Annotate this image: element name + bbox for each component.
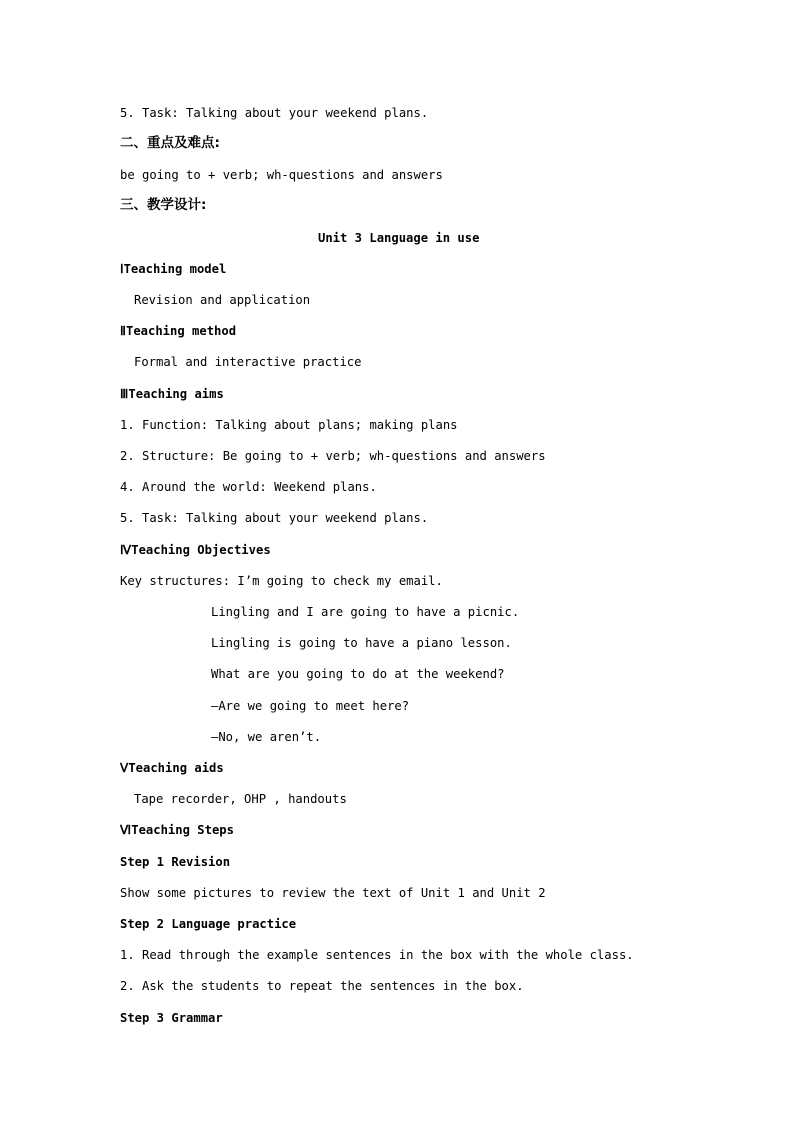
teaching-objectives-heading: ⅣTeaching Objectives [120,543,271,557]
teaching-method-text: Formal and interactive practice [134,355,362,369]
aim-task: 5. Task: Talking about your weekend plans. [120,511,429,525]
teaching-aims-heading: ⅢTeaching aims [120,387,224,401]
teaching-steps-heading: ⅥTeaching Steps [120,823,234,837]
step2-heading: Step 2 Language practice [120,917,297,931]
example-sentence: —Are we going to meet here? [211,699,410,713]
step2-item-1: 1. Read through the example sentences in the box with the whole class. [120,948,634,962]
step1-text: Show some pictures to review the text of Unit 1 and Unit 2 [120,886,546,900]
teaching-model-text: Revision and application [134,293,311,307]
step1-heading: Step 1 Revision [120,855,231,869]
step3-heading: Step 3 Grammar [120,1011,223,1025]
unit-title: Unit 3 Language in use [318,231,480,245]
task-line-intro: 5. Task: Talking about your weekend plans. [120,106,429,120]
teaching-method-heading: ⅡTeaching method [120,324,237,338]
example-sentence: Lingling is going to have a piano lesson. [211,636,512,650]
key-points-heading: 二、重点及难点: [120,135,220,151]
aim-around-world: 4. Around the world: Weekend plans. [120,480,377,494]
example-sentence: —No, we aren’t. [211,730,322,744]
example-sentence: What are you going to do at the weekend? [211,667,505,681]
key-points-text: be going to + verb; wh-questions and answers [120,168,443,182]
aim-function: 1. Function: Talking about plans; making plans [120,418,458,432]
aim-structure: 2. Structure: Be going to + verb; wh-questions and answers [120,449,546,463]
step2-item-2: 2. Ask the students to repeat the sentences in the box. [120,979,524,993]
key-structures-line: Key structures: I’m going to check my email. [120,574,443,588]
teaching-design-heading: 三、教学设计: [120,197,207,213]
teaching-aids-text: Tape recorder, OHP , handouts [134,792,347,806]
teaching-model-heading: ⅠTeaching model [120,262,227,276]
example-sentence: Lingling and I are going to have a picnic. [211,605,520,619]
teaching-aids-heading: ⅤTeaching aids [120,761,224,775]
